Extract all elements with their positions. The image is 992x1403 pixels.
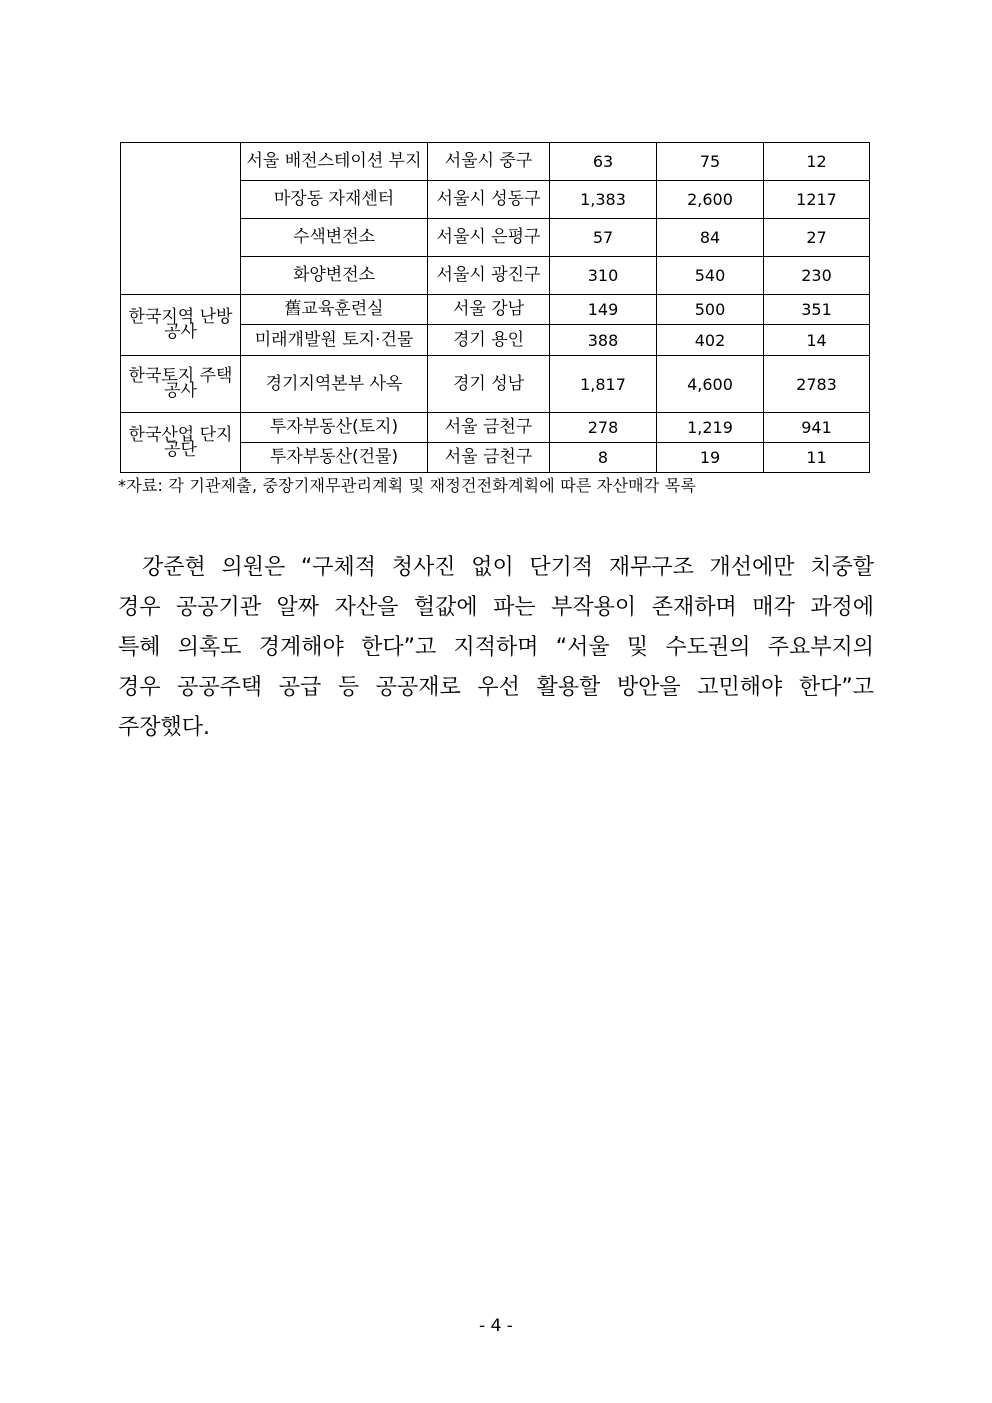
value-cell: 1,219 bbox=[657, 413, 764, 443]
value-cell: 11 bbox=[764, 443, 870, 473]
source-note: *자료: 각 기관제출, 중장기재무관리계획 및 재정건전화계획에 따른 자산매각 목록 bbox=[118, 476, 697, 495]
location-cell: 서울 강남 bbox=[428, 295, 550, 325]
location-cell: 서울시 은평구 bbox=[428, 219, 550, 257]
value-cell: 84 bbox=[657, 219, 764, 257]
value-cell: 230 bbox=[764, 257, 870, 295]
asset-sale-table bbox=[120, 142, 870, 473]
value-cell: 2783 bbox=[764, 356, 870, 413]
page-number: - 4 - bbox=[479, 1316, 513, 1336]
value-cell: 402 bbox=[657, 325, 764, 356]
value-cell: 1217 bbox=[764, 181, 870, 219]
asset-cell: 투자부동산(건물) bbox=[241, 443, 428, 473]
location-cell: 서울시 중구 bbox=[428, 143, 550, 181]
asset-cell: 수색변전소 bbox=[241, 219, 428, 257]
asset-cell: 화양변전소 bbox=[241, 257, 428, 295]
value-cell: 1,817 bbox=[550, 356, 657, 413]
table-row bbox=[121, 143, 870, 181]
asset-cell: 투자부동산(토지) bbox=[241, 413, 428, 443]
body-paragraph: 강준현 의원은 “구체적 청사진 없이 단기적 재무구조 개선에만 치중할 경우 공공기관 알짜 자산을 헐값에 파는 부작용이 존재하며 매각 과정에 특혜 의혹도 경계해야 한다”고 지적하며 “서울 및 수도권의 주요부지의 경우 공공주택 공급 등 공공재로 우선 활용할 방안을 고민해야 한다”고 주장했다. bbox=[118, 555, 874, 740]
asset-cell: 마장동 자재센터 bbox=[241, 181, 428, 219]
table-row bbox=[121, 413, 870, 443]
location-cell: 서울 금천구 bbox=[428, 413, 550, 443]
value-cell: 351 bbox=[764, 295, 870, 325]
value-cell: 4,600 bbox=[657, 356, 764, 413]
value-cell: 8 bbox=[550, 443, 657, 473]
location-cell: 경기 용인 bbox=[428, 325, 550, 356]
asset-cell: 서울 배전스테이션 부지 bbox=[241, 143, 428, 181]
value-cell: 57 bbox=[550, 219, 657, 257]
org-cell bbox=[121, 143, 241, 295]
value-cell: 388 bbox=[550, 325, 657, 356]
asset-cell: 미래개발원 토지·건물 bbox=[241, 325, 428, 356]
value-cell: 14 bbox=[764, 325, 870, 356]
value-cell: 2,600 bbox=[657, 181, 764, 219]
table-row bbox=[121, 295, 870, 325]
org-cell: 한국토지 주택공사 bbox=[121, 356, 241, 413]
location-cell: 경기 성남 bbox=[428, 356, 550, 413]
location-cell: 서울시 성동구 bbox=[428, 181, 550, 219]
org-cell: 한국지역 난방공사 bbox=[121, 295, 241, 356]
value-cell: 941 bbox=[764, 413, 870, 443]
value-cell: 63 bbox=[550, 143, 657, 181]
value-cell: 19 bbox=[657, 443, 764, 473]
value-cell: 27 bbox=[764, 219, 870, 257]
value-cell: 310 bbox=[550, 257, 657, 295]
org-cell: 한국산업 단지공단 bbox=[121, 413, 241, 473]
value-cell: 75 bbox=[657, 143, 764, 181]
asset-cell: 舊교육훈련실 bbox=[241, 295, 428, 325]
location-cell: 서울 금천구 bbox=[428, 443, 550, 473]
table-row bbox=[121, 356, 870, 413]
asset-cell: 경기지역본부 사옥 bbox=[241, 356, 428, 413]
value-cell: 12 bbox=[764, 143, 870, 181]
value-cell: 278 bbox=[550, 413, 657, 443]
location-cell: 서울시 광진구 bbox=[428, 257, 550, 295]
value-cell: 540 bbox=[657, 257, 764, 295]
value-cell: 1,383 bbox=[550, 181, 657, 219]
value-cell: 500 bbox=[657, 295, 764, 325]
value-cell: 149 bbox=[550, 295, 657, 325]
